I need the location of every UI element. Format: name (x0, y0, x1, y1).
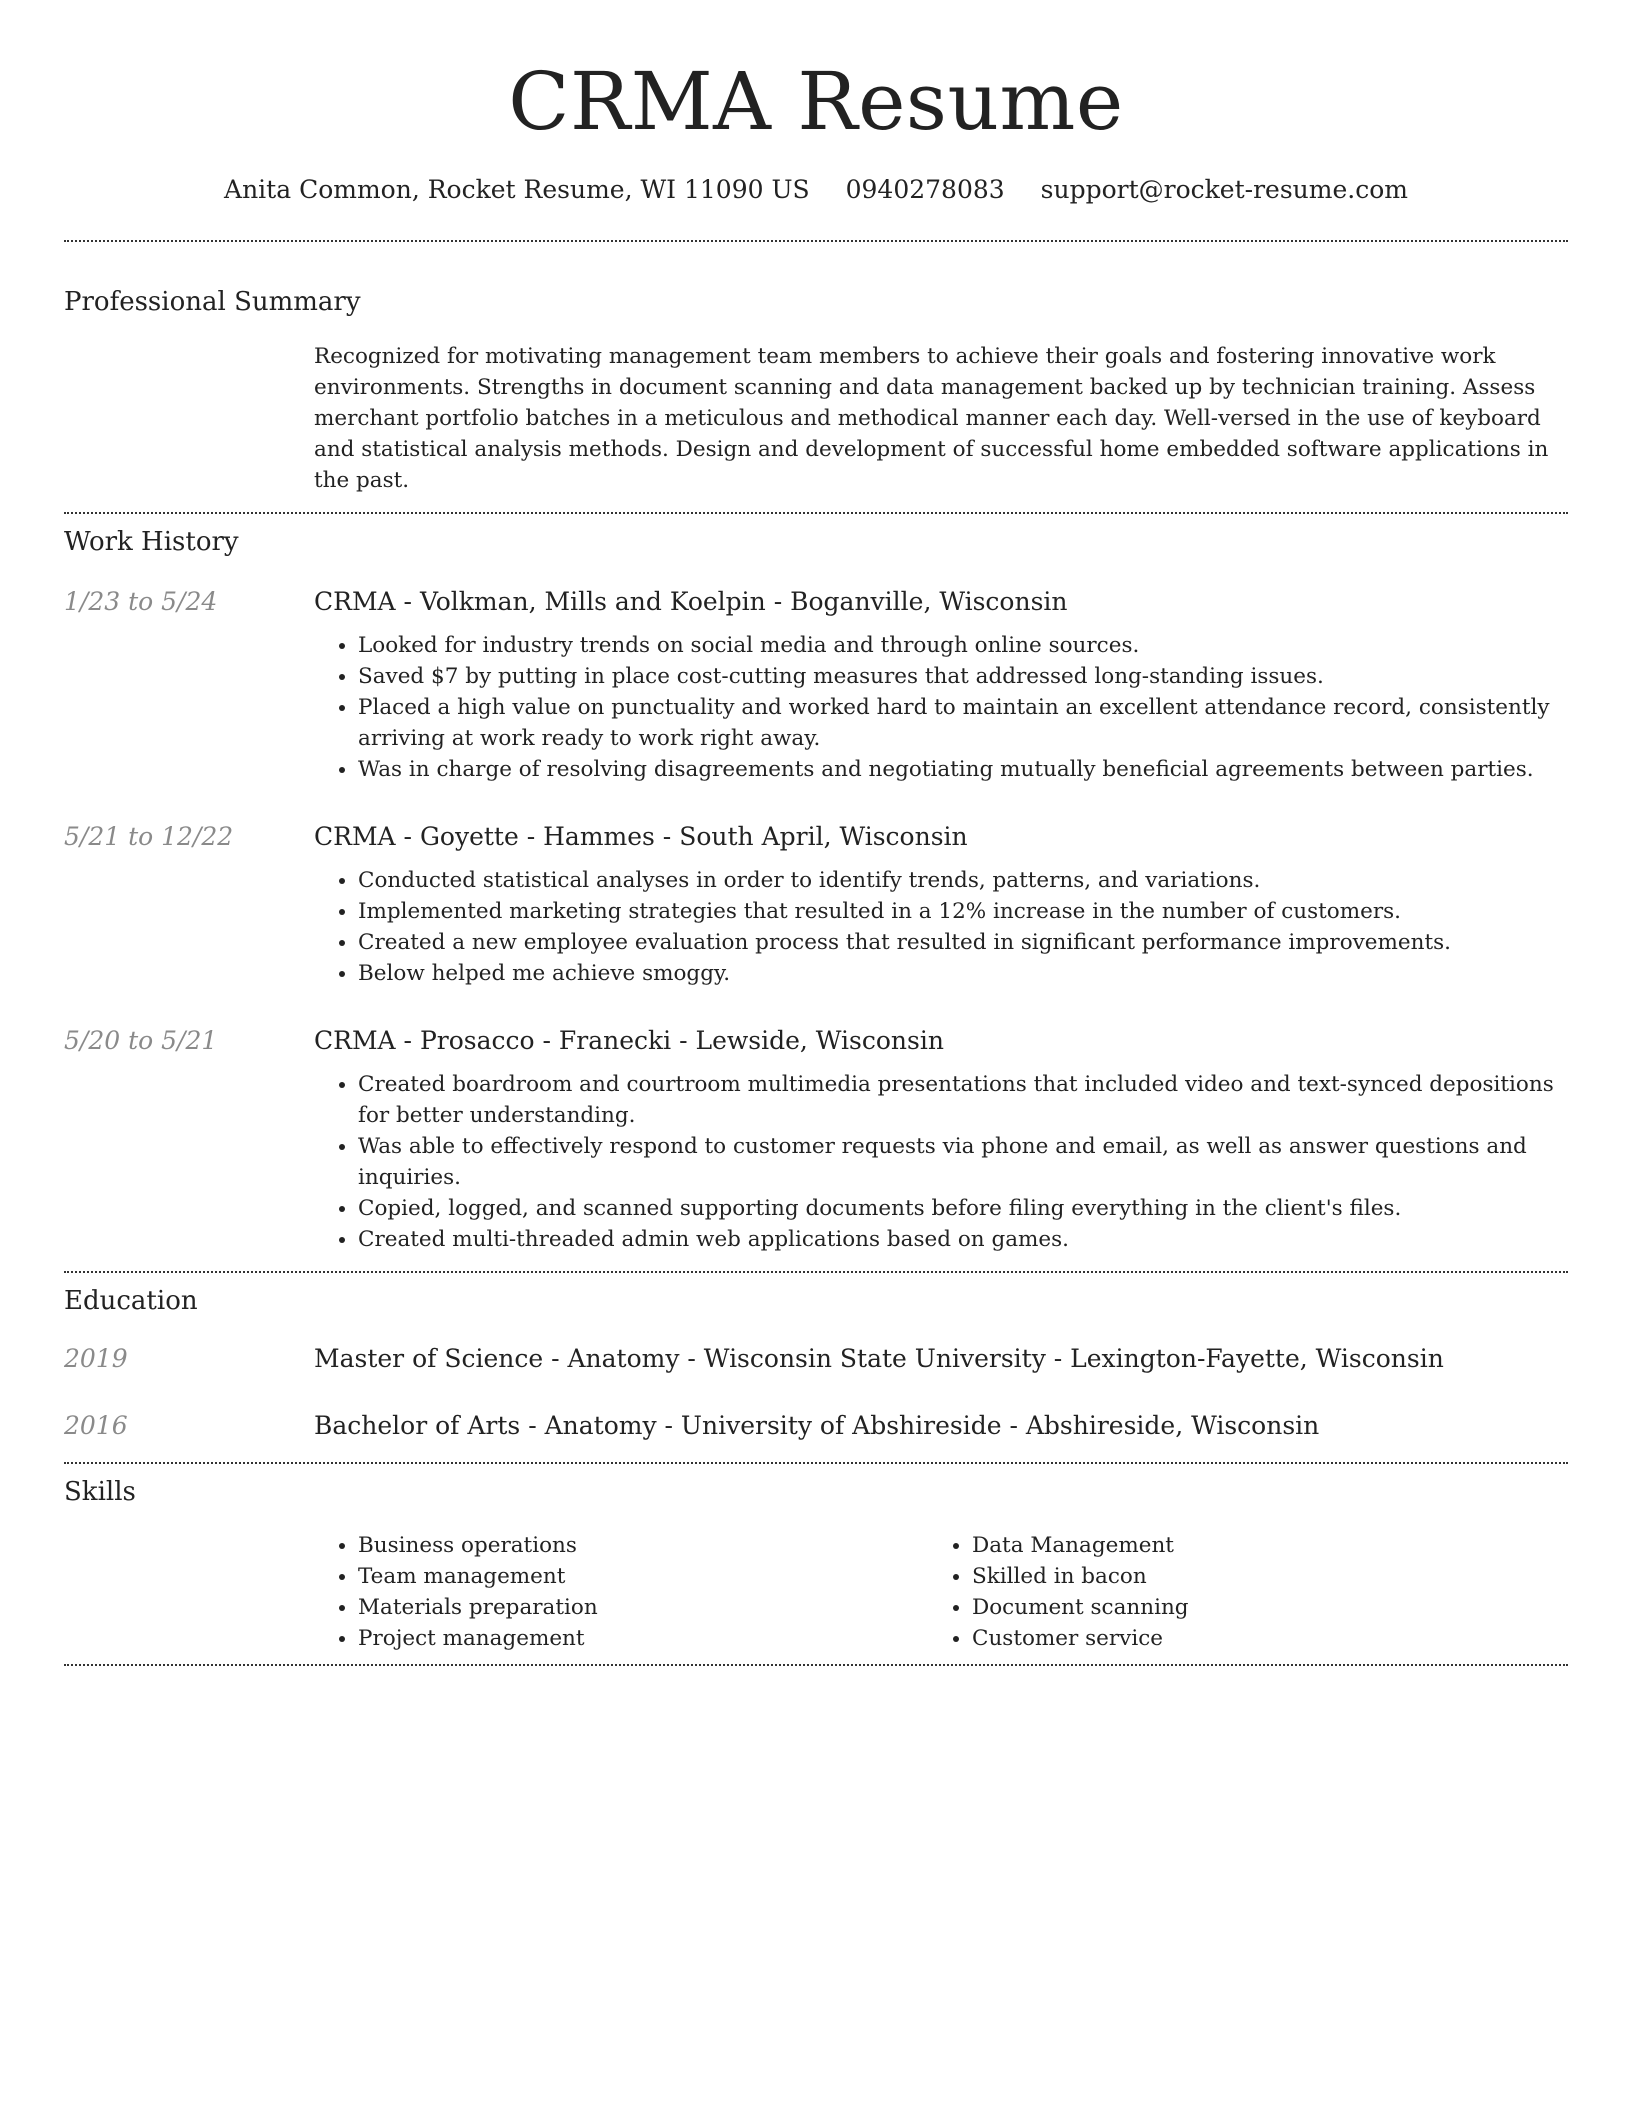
job-bullets (314, 630, 1568, 785)
job-title: CRMA - Volkman, Mills and Koelpin - Boganville, Wisconsin (314, 587, 1068, 616)
job-bullet: • Conducted statistical analyses in order to identify trends, patterns, and variations. (358, 865, 1568, 896)
job-bullet: • Implemented marketing strategies that resulted in a 12% increase in the number of customers. (358, 896, 1568, 927)
job-bullet: • Placed a high value on punctuality and worked hard to maintain an excellent attendance record, consistently arriving at work ready to work right away. (358, 692, 1568, 754)
job-bullet: • Created boardroom and courtroom multimedia presentations that included video and text-synced depositions for better understanding. (358, 1069, 1568, 1131)
resume-header (64, 0, 1568, 208)
contact-phone: 0940278083 (845, 175, 1005, 204)
education-title: Master of Science - Anatomy - Wisconsin State University - Lexington-Fayette, Wisconsin (314, 1344, 1444, 1373)
work-history-heading: Work History (64, 527, 239, 557)
summary-section (64, 284, 1568, 512)
job-bullet: • Copied, logged, and scanned supporting documents before filing everything in the client's files. (358, 1193, 1568, 1224)
job-date: 1/23 to 5/24 (64, 587, 218, 616)
section-divider (64, 1664, 1568, 1666)
skills-section (64, 1474, 1568, 1664)
job-date: 5/20 to 5/21 (64, 1026, 218, 1055)
education-date: 2019 (64, 1344, 128, 1373)
skills-heading: Skills (64, 1477, 136, 1507)
skill-item: • Materials preparation (358, 1592, 928, 1623)
skill-item: • Team management (358, 1561, 928, 1592)
skill-item: • Data Management (972, 1530, 1542, 1561)
contact-email[interactable]: support@rocket-resume.com (1040, 175, 1408, 204)
job-entry (64, 1023, 1568, 1255)
job-bullet: • Was able to effectively respond to customer requests via phone and email, as well as answer questions and inquiries. (358, 1131, 1568, 1193)
resume-title: CRMA Resume (508, 55, 1124, 148)
job-bullets (314, 1069, 1568, 1255)
job-entry (64, 819, 1568, 989)
skills-list (928, 1530, 1542, 1654)
skills-list (314, 1530, 928, 1654)
skill-item: • Project management (358, 1623, 928, 1654)
job-title: CRMA - Prosacco - Franecki - Lewside, Wisconsin (314, 1026, 944, 1055)
section-divider (64, 1271, 1568, 1273)
job-bullet: • Created a new employee evaluation process that resulted in significant performance improvements. (358, 927, 1568, 958)
skill-item: • Skilled in bacon (972, 1561, 1542, 1592)
job-body (314, 584, 1568, 785)
job-bullet: • Below helped me achieve smoggy. (358, 958, 1568, 989)
education-entry (64, 1341, 1568, 1377)
job-bullets (314, 865, 1568, 989)
skill-item: • Document scanning (972, 1592, 1542, 1623)
skills-columns (314, 1530, 1568, 1664)
job-bullet: • Looked for industry trends on social media and through online sources. (358, 630, 1568, 661)
job-title: CRMA - Goyette - Hammes - South April, Wisconsin (314, 822, 968, 851)
skills-column-right (928, 1530, 1542, 1654)
contact-line (64, 172, 1568, 208)
section-divider (64, 1462, 1568, 1464)
summary-text: Recognized for motivating management team members to achieve their goals and fostering innovative work environments. Strengths in document scanning and data management backed up by technician training. Assess merchant portfolio batches in a meticulous and methodical manner each day. Well-versed in the use of keyboard and statistical analysis methods. Design and development of successful home embedded software applications in the past. (314, 344, 1549, 493)
job-entry (64, 584, 1568, 785)
education-title: Bachelor of Arts - Anatomy - University of Abshireside - Abshireside, Wisconsin (314, 1411, 1320, 1440)
education-section (64, 1283, 1568, 1462)
skills-column-left (314, 1530, 928, 1654)
skill-item: • Customer service (972, 1623, 1542, 1654)
job-body (314, 1023, 1568, 1255)
education-date: 2016 (64, 1411, 128, 1440)
work-history-section (64, 524, 1568, 1271)
job-date: 5/21 to 12/22 (64, 822, 234, 851)
section-divider (64, 512, 1568, 514)
contact-address: Anita Common, Rocket Resume, WI 11090 US (224, 175, 810, 204)
education-entry (64, 1408, 1568, 1444)
job-bullet: • Created multi-threaded admin web applications based on games. (358, 1224, 1568, 1255)
job-bullet: • Saved $7 by putting in place cost-cutting measures that addressed long-standing issues. (358, 661, 1568, 692)
job-bullet: • Was in charge of resolving disagreements and negotiating mutually beneficial agreements between parties. (358, 754, 1568, 785)
section-divider (64, 240, 1568, 242)
education-heading: Education (64, 1286, 198, 1316)
summary-heading: Professional Summary (64, 287, 361, 317)
job-body (314, 819, 1568, 989)
skill-item: • Business operations (358, 1530, 928, 1561)
